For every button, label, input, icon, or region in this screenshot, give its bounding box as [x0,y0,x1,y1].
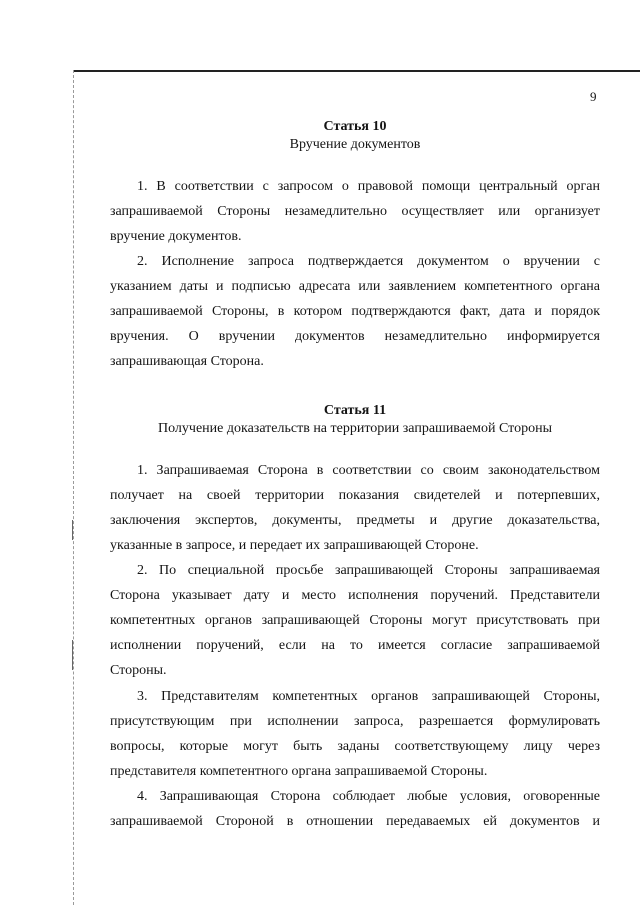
article-11-paragraph-line: Стороны. [110,663,167,678]
article-11-paragraph-line: 3. Представителям компетентных органов запрашивающей Стороны, [137,689,600,704]
article-10-subtitle: Вручение документов [289,137,421,152]
article-10-paragraph-line: запрашивающая Сторона. [110,354,264,369]
scan-mark [72,520,73,540]
article-11-title: Статья 11 [323,403,387,418]
article-11-paragraph-line: Сторона указывает дату и место исполнения поручений. Представители [110,588,600,603]
article-11-paragraph-line: запрашиваемой Стороной в отношении передаваемых ей документов и [110,814,600,829]
article-11-paragraph-line: присутствующим при исполнении запроса, разрешается формулировать [110,714,600,729]
article-11-paragraph-line: 2. По специальной просьбе запрашивающей Стороны запрашиваемая [137,563,600,578]
article-11-paragraph-line: компетентных органов запрашивающей Стороны могут присутствовать при [110,613,600,628]
article-10-paragraph-line: вручение документов. [110,229,242,244]
article-11-subtitle: Получение доказательств на территории запрашиваемой Стороны [158,421,552,436]
article-11-paragraph-line: указанные в запросе, и передает их запрашивающей Стороне. [110,538,479,553]
article-10-paragraph-line: запрашиваемой Стороны, в котором подтверждаются факт, дата и порядок [110,304,600,319]
scan-mark [72,640,73,670]
page-top-border [73,70,640,72]
article-11-paragraph-line: получает на своей территории показания свидетелей и потерпевших, [110,488,600,503]
article-11-paragraph-line: исполнении поручений, если на то имеется согласие запрашиваемой [110,638,600,653]
article-11-paragraph-line: заключения экспертов, документы, предметы и другие доказательства, [110,513,600,528]
article-10-paragraph-line: вручения. О вручении документов незамедлительно информируется [110,329,600,344]
article-10-paragraph-line: запрашиваемой Стороны незамедлительно осуществляет или организует [110,204,600,219]
article-11-paragraph-line: представителя компетентного органа запрашиваемой Стороны. [110,764,488,779]
article-10-paragraph-line: указанием даты и подписью адресата или заявлением компетентного органа [110,279,600,294]
article-11-paragraph-line: 4. Запрашивающая Сторона соблюдает любые условия, оговоренные [137,789,600,804]
article-11-paragraph-line: 1. Запрашиваемая Сторона в соответствии со своим законодательством [137,463,600,478]
page-left-border [73,70,75,905]
article-10-paragraph-line: 1. В соответствии с запросом о правовой помощи центральный орган [137,179,600,194]
page-number: 9 [590,89,597,104]
article-10-paragraph-line: 2. Исполнение запроса подтверждается документом о вручении с [137,254,600,269]
article-10-title: Статья 10 [323,119,387,134]
article-11-paragraph-line: вопросы, которые могут быть заданы соответствующему лицу через [110,739,600,754]
